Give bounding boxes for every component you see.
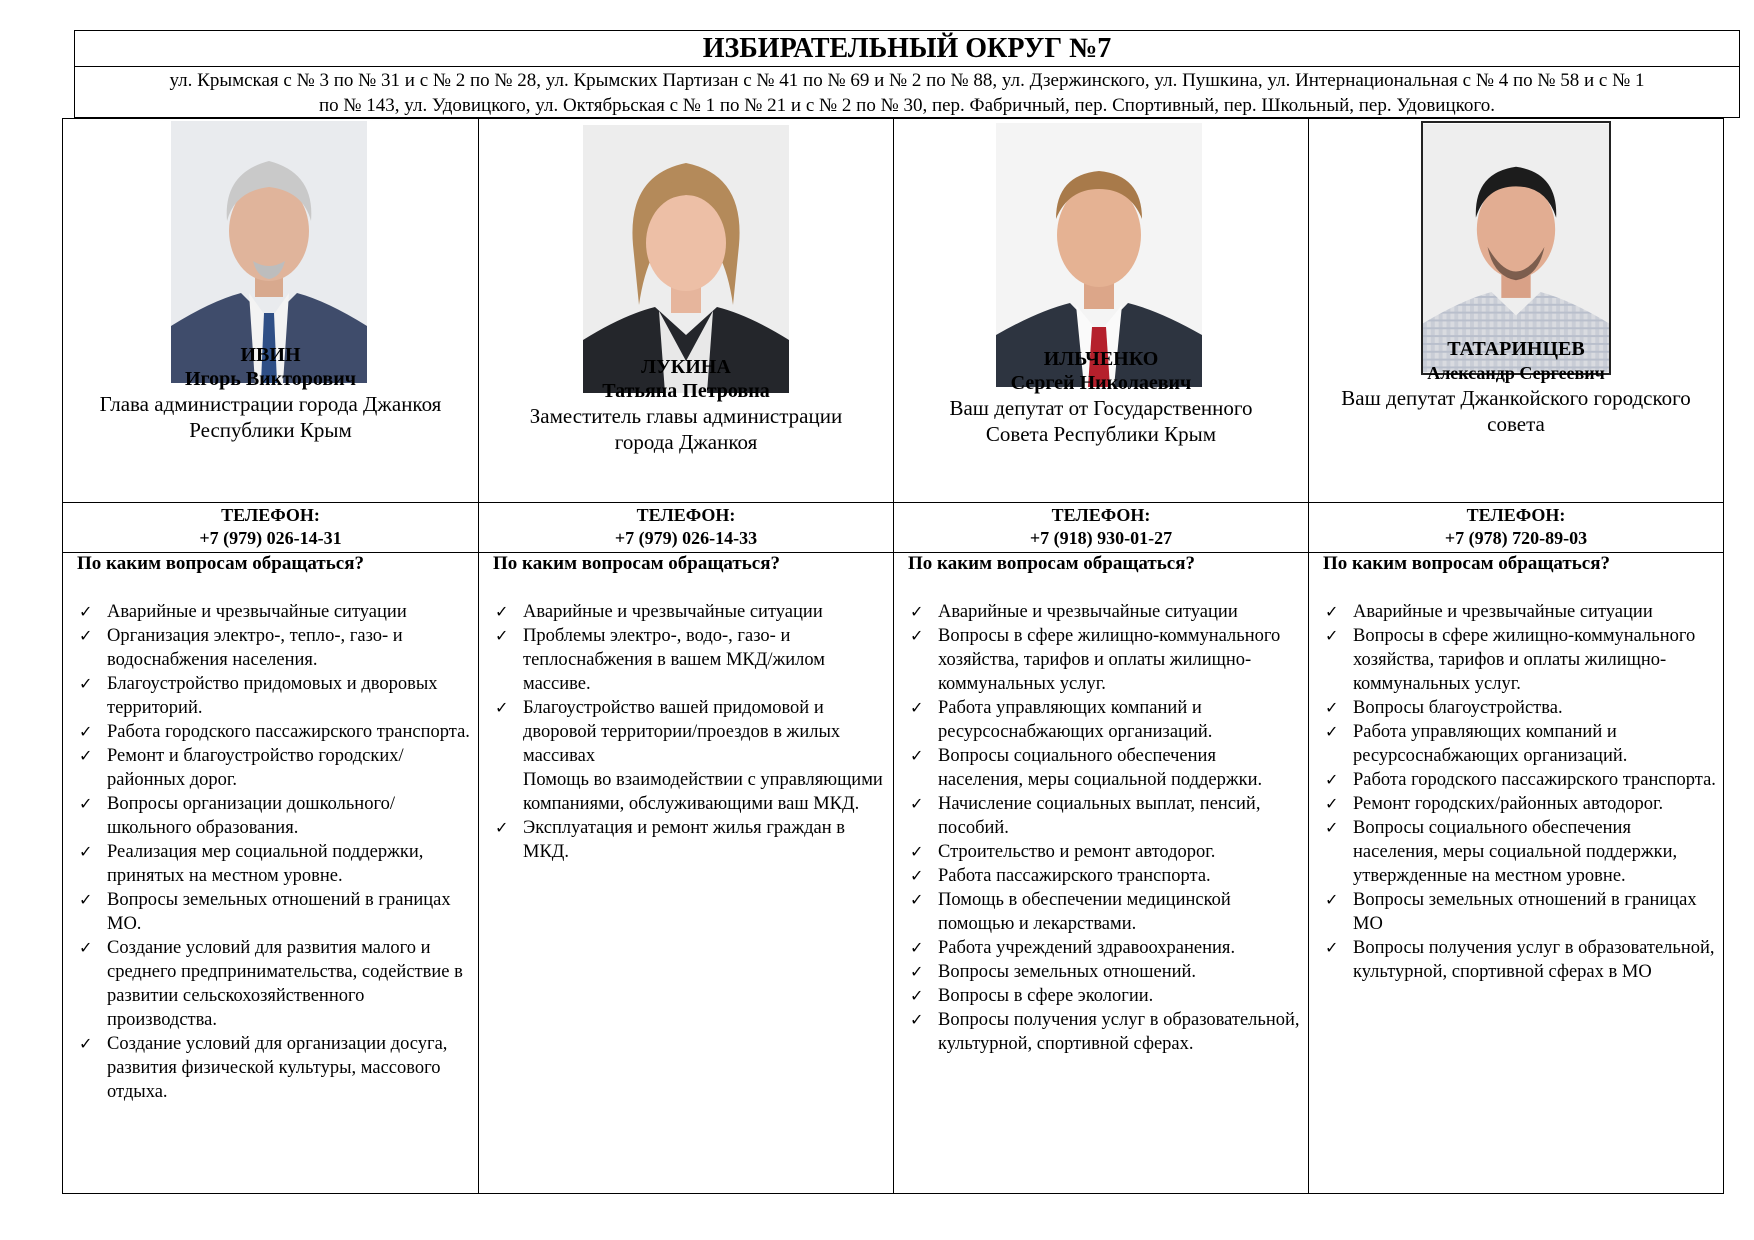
topic-text: Благоустройство придомовых и дворовых территорий. <box>107 674 438 718</box>
topic-item <box>908 984 1302 1008</box>
topic-item <box>908 696 1302 744</box>
topic-text: Вопросы земельных отношений. <box>938 962 1197 982</box>
topics-cell <box>1309 552 1723 1193</box>
representatives-table <box>62 118 1724 1194</box>
column-lukina <box>478 119 893 1193</box>
topic-text: Вопросы в сфере жилищно-коммунального хозяйства, тарифов и оплаты жилищно-коммунальных услуг. <box>1353 626 1696 694</box>
checkmark-icon: ✓ <box>79 722 93 741</box>
topic-text: Вопросы в сфере экологии. <box>938 986 1154 1006</box>
topics-heading: По каким вопросам обращаться? <box>493 553 780 574</box>
topic-item <box>908 624 1302 696</box>
phone-label: ТЕЛЕФОН: <box>636 505 736 525</box>
checkmark-icon: ✓ <box>910 938 924 957</box>
topics-list <box>493 600 887 864</box>
checkmark-icon: ✓ <box>79 746 93 765</box>
person-surname: ИЛЬЧЕНКО <box>1043 348 1159 370</box>
checkmark-icon: ✓ <box>910 602 924 621</box>
topic-text: Создание условий для развития малого и среднего предпринимательства, содействие в развитии сельскохозяйственного производства. <box>107 938 463 1030</box>
checkmark-icon: ✓ <box>910 842 924 861</box>
phone-label: ТЕЛЕФОН: <box>1466 505 1566 525</box>
topics-list <box>908 600 1302 1056</box>
phone-cell <box>63 502 478 552</box>
checkmark-icon: ✓ <box>910 626 924 645</box>
checkmark-icon: ✓ <box>1325 770 1339 789</box>
person-card <box>894 119 1308 502</box>
topics-cell <box>894 552 1308 1193</box>
topic-item <box>908 744 1302 792</box>
streets-line-2: по № 143, ул. Удовицкого, ул. Октябрьская с № 1 по № 21 и с № 2 по № 30, пер. Фабричный, пер. Спортивный, пер. Школьный, пер. Удовицкого. <box>319 95 1495 116</box>
person-given-name: Игорь Викторович <box>184 368 356 390</box>
topic-text: Вопросы в сфере жилищно-коммунального хозяйства, тарифов и оплаты жилищно-коммунальных услуг. <box>938 626 1281 694</box>
person-position: Ваш депутат от Государственного Совета Республики Крым <box>949 396 1253 446</box>
checkmark-icon: ✓ <box>910 1010 924 1029</box>
topic-item <box>908 600 1302 624</box>
checkmark-icon: ✓ <box>79 674 93 693</box>
topic-item <box>1323 696 1717 720</box>
topic-text: Ремонт городских/районных автодорог. <box>1353 794 1664 814</box>
topic-text: Вопросы получения услуг в образовательной, культурной, спортивной сферах в МО <box>1353 938 1715 982</box>
topics-list <box>1323 600 1717 984</box>
topic-item <box>77 792 472 840</box>
phone-number[interactable]: +7 (918) 930-01-27 <box>1029 528 1173 548</box>
topic-item <box>1323 720 1717 768</box>
topic-item <box>493 696 887 816</box>
checkmark-icon: ✓ <box>910 962 924 981</box>
person-info <box>894 347 1308 447</box>
person-surname: ИВИН <box>240 344 301 366</box>
phone-number[interactable]: +7 (978) 720-89-03 <box>1444 528 1588 548</box>
topics-heading: По каким вопросам обращаться? <box>77 553 364 574</box>
checkmark-icon: ✓ <box>1325 626 1339 645</box>
topic-text: Работа управляющих компаний и ресурсоснабжающих организаций. <box>1353 722 1628 766</box>
topic-text: Вопросы благоустройства. <box>1353 698 1563 718</box>
checkmark-icon: ✓ <box>1325 938 1339 957</box>
topic-text: Вопросы земельных отношений в границах МО <box>1353 890 1697 934</box>
topic-item <box>77 1032 472 1104</box>
topic-text: Вопросы получения услуг в образовательной, культурной, спортивной сферах. <box>938 1010 1300 1054</box>
topic-text: Благоустройство вашей придомовой и дворовой территории/проездов в жилых массивах <box>523 698 841 766</box>
topic-item <box>1323 600 1717 624</box>
person-info <box>63 343 478 443</box>
portrait-man-checked-shirt-icon <box>1423 123 1609 373</box>
topic-text: Реализация мер социальной поддержки, принятых на местном уровне. <box>107 842 424 886</box>
topic-text: Создание условий для организации досуга, развития физической культуры, массового отдыха. <box>107 1034 448 1102</box>
person-surname: ТАТАРИНЦЕВ <box>1447 338 1585 360</box>
topic-text: Аварийные и чрезвычайные ситуации <box>523 602 823 622</box>
topics-cell <box>63 552 478 1193</box>
topic-text: Вопросы земельных отношений в границах МО. <box>107 890 451 934</box>
checkmark-icon: ✓ <box>79 626 93 645</box>
checkmark-icon: ✓ <box>910 698 924 717</box>
topic-text: Вопросы организации дошкольного/школьного образования. <box>107 794 395 838</box>
topic-item <box>493 600 887 624</box>
topic-item <box>908 840 1302 864</box>
district-header <box>74 30 1740 118</box>
topic-item <box>908 936 1302 960</box>
topic-text: Помощь в обеспечении медицинской помощью и лекарствами. <box>938 890 1231 934</box>
topic-item <box>908 888 1302 936</box>
checkmark-icon: ✓ <box>79 842 93 861</box>
topic-item <box>493 624 887 696</box>
phone-cell <box>479 502 893 552</box>
topic-item <box>77 744 472 792</box>
topic-text: Аварийные и чрезвычайные ситуации <box>107 602 407 622</box>
topic-item <box>493 816 887 864</box>
topic-item <box>1323 816 1717 888</box>
checkmark-icon: ✓ <box>79 938 93 957</box>
topic-item <box>77 600 472 624</box>
person-position: Заместитель главы администрации города Джанкоя <box>529 404 843 454</box>
portrait-photo <box>583 125 789 393</box>
checkmark-icon: ✓ <box>910 794 924 813</box>
checkmark-icon: ✓ <box>79 890 93 909</box>
person-surname: ЛУКИНА <box>641 356 731 378</box>
topic-item <box>1323 936 1717 984</box>
phone-label: ТЕЛЕФОН: <box>221 505 320 525</box>
topic-item <box>908 792 1302 840</box>
phone-number[interactable]: +7 (979) 026-14-33 <box>614 528 758 548</box>
topic-item <box>77 936 472 1032</box>
topic-text: Строительство и ремонт автодорог. <box>938 842 1216 862</box>
phone-cell <box>1309 502 1723 552</box>
topic-text: Аварийные и чрезвычайные ситуации <box>938 602 1238 622</box>
person-card <box>479 119 893 502</box>
checkmark-icon: ✓ <box>1325 602 1339 621</box>
checkmark-icon: ✓ <box>910 866 924 885</box>
column-ivin <box>63 119 478 1193</box>
person-info <box>479 355 893 455</box>
topic-text: Работа учреждений здравоохранения. <box>938 938 1236 958</box>
checkmark-icon: ✓ <box>1325 794 1339 813</box>
district-title: ИЗБИРАТЕЛЬНЫЙ ОКРУГ №7 <box>75 31 1739 67</box>
topic-item <box>1323 792 1717 816</box>
topic-text: Работа городского пассажирского транспорта. <box>107 722 470 742</box>
topic-text: Организация электро-, тепло-, газо- и водоснабжения населения. <box>107 626 403 670</box>
checkmark-icon: ✓ <box>1325 818 1339 837</box>
district-streets <box>75 67 1739 118</box>
column-tatarintsev <box>1308 119 1723 1193</box>
person-card <box>1309 119 1723 502</box>
topic-text: Аварийные и чрезвычайные ситуации <box>1353 602 1653 622</box>
checkmark-icon: ✓ <box>1325 722 1339 741</box>
checkmark-icon: ✓ <box>910 986 924 1005</box>
topics-cell <box>479 552 893 1193</box>
topic-item <box>908 960 1302 984</box>
topic-item <box>908 864 1302 888</box>
phone-cell <box>894 502 1308 552</box>
checkmark-icon: ✓ <box>910 890 924 909</box>
topic-item <box>77 720 472 744</box>
portrait-woman-icon <box>583 125 789 393</box>
topic-text: Начисление социальных выплат, пенсий, пособий. <box>938 794 1261 838</box>
checkmark-icon: ✓ <box>79 1034 93 1053</box>
checkmark-icon: ✓ <box>495 602 509 621</box>
topic-text: Работа городского пассажирского транспорта. <box>1353 770 1716 790</box>
topic-text: Ремонт и благоустройство городских/районных дорог. <box>107 746 404 790</box>
topic-text: Проблемы электро-, водо-, газо- и теплоснабжения в вашем МКД/жилом массиве. <box>523 626 826 694</box>
person-given-name: Татьяна Петровна <box>602 380 770 402</box>
checkmark-icon: ✓ <box>910 746 924 765</box>
topic-item <box>1323 888 1717 936</box>
topics-heading: По каким вопросам обращаться? <box>908 553 1195 574</box>
checkmark-icon: ✓ <box>495 698 509 717</box>
topic-text: Работа пассажирского транспорта. <box>938 866 1211 886</box>
topic-text: Вопросы социального обеспечения населения, меры социальной поддержки, утвержденные на местном уровне. <box>1353 818 1678 886</box>
checkmark-icon: ✓ <box>1325 698 1339 717</box>
topic-item <box>77 624 472 672</box>
topic-text: Эксплуатация и ремонт жилья граждан в МКД. <box>523 818 846 862</box>
topic-item <box>77 672 472 720</box>
checkmark-icon: ✓ <box>1325 890 1339 909</box>
checkmark-icon: ✓ <box>79 794 93 813</box>
person-given-name: Сергей Николаевич <box>1010 372 1192 394</box>
person-given-name: Александр Сергеевич <box>1427 363 1605 383</box>
person-position: Ваш депутат Джанкойского городского совета <box>1341 386 1691 436</box>
topic-item <box>1323 624 1717 696</box>
checkmark-icon: ✓ <box>79 602 93 621</box>
topic-text: Работа управляющих компаний и ресурсоснабжающих организаций. <box>938 698 1213 742</box>
topic-text: Помощь во взаимодействии с управляющими компаниями, обслуживающими ваш МКД. <box>523 770 883 814</box>
topic-item <box>77 888 472 936</box>
topic-item <box>1323 768 1717 792</box>
topic-item <box>77 840 472 888</box>
person-position: Глава администрации города Джанкоя Республики Крым <box>99 392 442 442</box>
topic-text: Вопросы социального обеспечения населения, меры социальной поддержки. <box>938 746 1263 790</box>
topics-heading: По каким вопросам обращаться? <box>1323 553 1610 574</box>
checkmark-icon: ✓ <box>495 626 509 645</box>
person-card <box>63 119 478 502</box>
phone-label: ТЕЛЕФОН: <box>1051 505 1151 525</box>
phone-number[interactable]: +7 (979) 026-14-31 <box>199 528 342 548</box>
topics-list <box>77 600 472 1104</box>
topic-item <box>908 1008 1302 1056</box>
column-ilchenko <box>893 119 1308 1193</box>
person-info <box>1309 337 1723 437</box>
checkmark-icon: ✓ <box>495 818 509 837</box>
streets-line-1: ул. Крымская с № 3 по № 31 и с № 2 по № 28, ул. Крымских Партизан с № 41 по № 69 и № 2 по № 88, ул. Дзержинского, ул. Пушкина, ул. Интернациональная с № 4 по № 58 и с № 1 <box>169 70 1645 91</box>
